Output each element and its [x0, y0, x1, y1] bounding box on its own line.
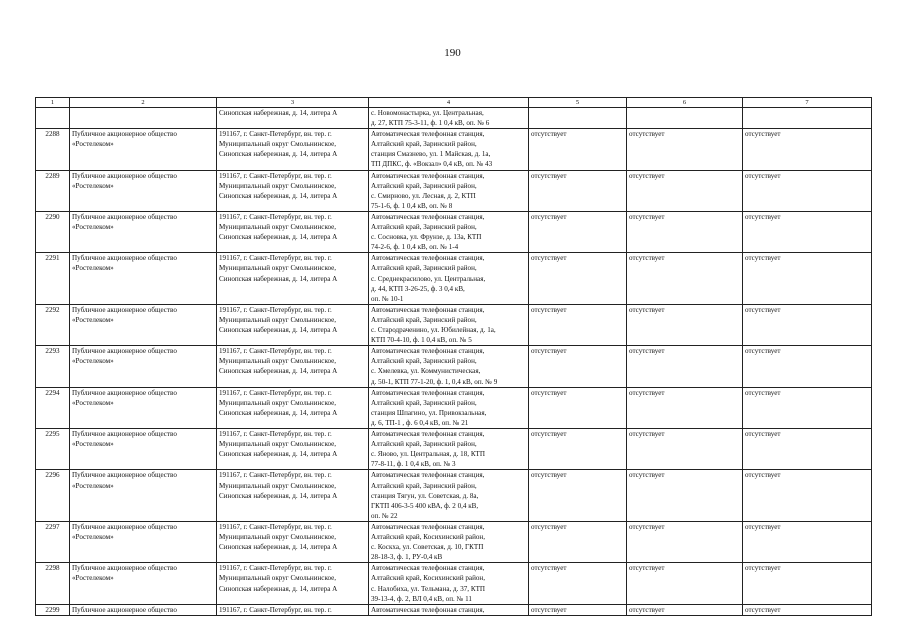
- object-cell-line: Автоматическая телефонная станция,: [371, 347, 485, 356]
- column-header-1: 1: [36, 98, 70, 108]
- table-row: [36, 304, 872, 345]
- address-cell-line: Муниципальный округ Смольнинское,: [219, 533, 337, 542]
- row-number: 2290: [36, 211, 70, 252]
- header-row: [36, 98, 872, 108]
- address-cell-line: 191167, г. Санкт-Петербург, вн. тер. г.: [219, 254, 332, 263]
- object-cell-line: Автоматическая телефонная станция,: [371, 430, 485, 439]
- column-6-cell: отсутствует: [627, 346, 743, 387]
- object-cell-line: с. Коскха, ул. Советская, д. 10, ГКТП: [371, 543, 484, 552]
- column-5-cell: отсутствует: [529, 346, 627, 387]
- organization-cell-line: Публичное акционерное общество: [72, 522, 177, 531]
- address-cell: [217, 253, 369, 305]
- address-cell-line: Муниципальный округ Смольнинское,: [219, 398, 337, 407]
- object-cell: [369, 170, 529, 211]
- object-cell-line: с. Среднекрасилово, ул. Центральная,: [371, 274, 486, 283]
- organization-cell: [70, 521, 217, 562]
- address-cell-line: 191167, г. Санкт-Петербург, вн. тер. г.: [219, 522, 332, 531]
- column-5-cell: отсутствует: [529, 211, 627, 252]
- object-cell-line: Алтайский край, Заринский район,: [371, 315, 477, 324]
- object-cell-line: с. Сосновка, ул. Фрунзе, д. 13а, КТП: [371, 233, 482, 242]
- object-cell: [369, 470, 529, 522]
- row-number: 2288: [36, 129, 70, 170]
- object-cell-line: с. Стародраченино, ул. Юбилейная, д. 1а,: [371, 326, 496, 335]
- object-cell-line: с. Налобиха, ул. Тельмана, д. 37, КТП: [371, 584, 486, 593]
- organization-cell-line: «Ростелеком»: [72, 533, 114, 542]
- organization-cell-line: «Ростелеком»: [72, 140, 114, 149]
- object-cell-line: Автоматическая телефонная станция,: [371, 212, 485, 221]
- address-cell-line: Синопская набережная, д. 14, литера А: [219, 191, 338, 200]
- object-cell-line: Автоматическая телефонная станция,: [371, 522, 485, 531]
- column-6-cell: [627, 108, 743, 129]
- table-row: [36, 211, 872, 252]
- organization-cell-line: «Ростелеком»: [72, 264, 114, 273]
- column-6-cell: отсутствует: [627, 387, 743, 428]
- address-cell-line: Синопская набережная, д. 14, литера А: [219, 109, 338, 117]
- column-7-cell: отсутствует: [743, 470, 872, 522]
- table-row: [36, 170, 872, 211]
- column-7-cell: отсутствует: [743, 387, 872, 428]
- object-cell: [369, 129, 529, 170]
- column-6-cell: отсутствует: [627, 470, 743, 522]
- object-cell-line: д. 44, КТП 3-26-25, ф. 3 0,4 кВ,: [371, 284, 465, 293]
- object-cell-line: 77-8-11, ф. 1 0,4 кВ, оп. № 3: [371, 460, 456, 469]
- object-cell: [369, 211, 529, 252]
- column-5-cell: отсутствует: [529, 470, 627, 522]
- column-7-cell: отсутствует: [743, 521, 872, 562]
- address-cell: [217, 304, 369, 345]
- object-cell-line: станция Тягун, ул. Советская, д. 8а,: [371, 491, 479, 500]
- row-number: 2299: [36, 604, 70, 615]
- organization-cell: [70, 211, 217, 252]
- row-number: 2289: [36, 170, 70, 211]
- organization-cell-line: Публичное акционерное общество: [72, 254, 177, 263]
- address-cell-line: Синопская набережная, д. 14, литера А: [219, 491, 338, 500]
- column-7-cell: отсутствует: [743, 304, 872, 345]
- column-7-cell: отсутствует: [743, 429, 872, 470]
- column-5-cell: отсутствует: [529, 387, 627, 428]
- column-7-cell: отсутствует: [743, 346, 872, 387]
- column-header-3: 3: [217, 98, 369, 108]
- object-cell-line: Автоматическая телефонная станция,: [371, 471, 485, 480]
- object-cell: [369, 346, 529, 387]
- address-cell-line: Муниципальный округ Смольнинское,: [219, 181, 337, 190]
- organization-cell: [70, 170, 217, 211]
- object-cell-line: Алтайский край, Заринский район,: [371, 264, 477, 273]
- organization-cell: [70, 604, 217, 615]
- object-cell-line: Алтайский край, Заринский район,: [371, 140, 477, 149]
- column-6-cell: отсутствует: [627, 304, 743, 345]
- table-row: [36, 470, 872, 522]
- column-6-cell: отсутствует: [627, 129, 743, 170]
- organization-cell-line: Публичное акционерное общество: [72, 605, 177, 614]
- column-6-cell: отсутствует: [627, 211, 743, 252]
- object-cell-line: Алтайский край, Заринский район,: [371, 440, 477, 449]
- organization-cell-line: Публичное акционерное общество: [72, 388, 177, 397]
- table-row: [36, 563, 872, 604]
- address-cell-line: Муниципальный округ Смольнинское,: [219, 357, 337, 366]
- organization-cell: [70, 563, 217, 604]
- register-body: [36, 108, 872, 616]
- address-cell: [217, 170, 369, 211]
- address-cell-line: 191167, г. Санкт-Петербург, вн. тер. г.: [219, 564, 332, 573]
- column-5-cell: отсутствует: [529, 304, 627, 345]
- object-cell-line: д. 6, ТП-1 , ф. 6 0,4 кВ, оп. № 21: [371, 418, 469, 427]
- organization-cell-line: «Ростелеком»: [72, 181, 114, 190]
- organization-cell: [70, 129, 217, 170]
- address-cell-line: 191167, г. Санкт-Петербург, вн. тер. г.: [219, 430, 332, 439]
- page-number: 190: [444, 47, 461, 59]
- column-5-cell: отсутствует: [529, 253, 627, 305]
- object-cell-line: с. Яново, ул. Центральная, д. 18, КТП: [371, 450, 486, 459]
- organization-cell-line: «Ростелеком»: [72, 574, 114, 583]
- column-5-cell: отсутствует: [529, 604, 627, 615]
- row-number: 2295: [36, 429, 70, 470]
- organization-cell-line: Публичное акционерное общество: [72, 130, 177, 139]
- row-number: 2298: [36, 563, 70, 604]
- row-number: 2297: [36, 521, 70, 562]
- address-cell: [217, 429, 369, 470]
- object-cell-line: Алтайский край, Заринский район,: [371, 223, 477, 232]
- object-cell-line: Автоматическая телефонная станция,: [371, 171, 485, 180]
- organization-cell-line: Публичное акционерное общество: [72, 305, 177, 314]
- row-number: 2294: [36, 387, 70, 428]
- object-cell-line: Алтайский край, Заринский район,: [371, 481, 477, 490]
- object-cell: [369, 253, 529, 305]
- address-cell: [217, 604, 369, 615]
- address-cell-line: 191167, г. Санкт-Петербург, вн. тер. г.: [219, 212, 332, 221]
- object-cell-line: КТП 70-4-10, ф. 1 0,4 кВ, оп. № 5: [371, 336, 472, 345]
- object-cell-line: с. Новомонастырка, ул. Центральная,: [371, 109, 484, 117]
- organization-cell-line: Публичное акционерное общество: [72, 171, 177, 180]
- object-cell-line: Алтайский край, Заринский район,: [371, 181, 477, 190]
- column-7-cell: отсутствует: [743, 563, 872, 604]
- object-cell-line: Автоматическая телефонная станция,: [371, 605, 485, 614]
- organization-cell: [70, 429, 217, 470]
- address-cell: [217, 211, 369, 252]
- column-header-2: 2: [70, 98, 217, 108]
- row-number: 2293: [36, 346, 70, 387]
- table-row: [36, 253, 872, 305]
- object-cell-line: д. 50-1, КТП 77-1-20, ф. 1, 0,4 кВ, оп. № 9: [371, 377, 498, 386]
- address-cell-line: Синопская набережная, д. 14, литера А: [219, 326, 338, 335]
- organization-cell-line: Публичное акционерное общество: [72, 430, 177, 439]
- address-cell-line: 191167, г. Санкт-Петербург, вн. тер. г.: [219, 171, 332, 180]
- organization-cell-line: «Ростелеком»: [72, 223, 114, 232]
- row-number: [36, 108, 70, 129]
- object-cell-line: станция Шпагино, ул. Привокзальная,: [371, 408, 487, 417]
- address-cell-line: Муниципальный округ Смольнинское,: [219, 140, 337, 149]
- table-row: [36, 346, 872, 387]
- object-cell-line: 39-13-4, ф. 2, ВЛ 0,4 кВ, оп. № 11: [371, 594, 472, 603]
- table-row: [36, 521, 872, 562]
- object-cell-line: Алтайский край, Заринский район,: [371, 357, 477, 366]
- address-cell-line: Синопская набережная, д. 14, литера А: [219, 233, 338, 242]
- organization-cell: [70, 253, 217, 305]
- column-5-cell: отсутствует: [529, 129, 627, 170]
- column-header-4: 4: [369, 98, 529, 108]
- object-cell: [369, 563, 529, 604]
- object-cell-line: Автоматическая телефонная станция,: [371, 130, 485, 139]
- table-row: [36, 387, 872, 428]
- organization-cell-line: «Ростелеком»: [72, 398, 114, 407]
- address-cell-line: 191167, г. Санкт-Петербург, вн. тер. г.: [219, 388, 332, 397]
- organization-cell-line: «Ростелеком»: [72, 481, 114, 490]
- object-cell-line: 74-2-6, ф. 1 0,4 кВ, оп. № 1-4: [371, 243, 459, 252]
- object-cell: [369, 521, 529, 562]
- column-7-cell: [743, 108, 872, 129]
- object-cell-line: Алтайский край, Косихинский район,: [371, 574, 485, 583]
- address-cell: [217, 346, 369, 387]
- address-cell: [217, 387, 369, 428]
- address-cell-line: 191167, г. Санкт-Петербург, вн. тер. г.: [219, 471, 332, 480]
- organization-cell-line: «Ростелеком»: [72, 440, 114, 449]
- object-cell-line: 75-1-6, ф. 1 0,4 кВ, оп. № 8: [371, 201, 453, 210]
- organization-cell-line: Публичное акционерное общество: [72, 212, 177, 221]
- object-cell-line: оп. № 22: [371, 511, 398, 520]
- column-7-cell: отсутствует: [743, 253, 872, 305]
- address-cell-line: Муниципальный округ Смольнинское,: [219, 440, 337, 449]
- organization-cell: [70, 470, 217, 522]
- object-cell: [369, 108, 529, 129]
- organization-cell-line: Публичное акционерное общество: [72, 564, 177, 573]
- column-6-cell: отсутствует: [627, 253, 743, 305]
- organization-cell-line: «Ростелеком»: [72, 315, 114, 324]
- address-cell: [217, 108, 369, 129]
- row-number: 2291: [36, 253, 70, 305]
- column-7-cell: отсутствует: [743, 170, 872, 211]
- column-header-6: 6: [627, 98, 743, 108]
- address-cell-line: 191167, г. Санкт-Петербург, вн. тер. г.: [219, 305, 332, 314]
- address-cell: [217, 563, 369, 604]
- object-cell-line: Автоматическая телефонная станция,: [371, 305, 485, 314]
- column-6-cell: отсутствует: [627, 604, 743, 615]
- column-5-cell: отсутствует: [529, 563, 627, 604]
- address-cell-line: Муниципальный округ Смольнинское,: [219, 264, 337, 273]
- address-cell-line: Синопская набережная, д. 14, литера А: [219, 150, 338, 159]
- column-7-cell: отсутствует: [743, 604, 872, 615]
- table-row: [36, 108, 872, 129]
- object-cell-line: Алтайский край, Заринский район,: [371, 398, 477, 407]
- column-6-cell: отсутствует: [627, 429, 743, 470]
- column-5-cell: отсутствует: [529, 170, 627, 211]
- object-cell-line: Автоматическая телефонная станция,: [371, 564, 485, 573]
- column-5-cell: [529, 108, 627, 129]
- address-cell: [217, 521, 369, 562]
- object-cell-line: оп. № 10-1: [371, 294, 404, 303]
- address-cell-line: Синопская набережная, д. 14, литера А: [219, 584, 338, 593]
- address-cell-line: Синопская набережная, д. 14, литера А: [219, 274, 338, 283]
- object-cell: [369, 387, 529, 428]
- organization-cell: [70, 346, 217, 387]
- column-5-cell: отсутствует: [529, 521, 627, 562]
- address-cell-line: Синопская набережная, д. 14, литера А: [219, 450, 338, 459]
- object-cell-line: Автоматическая телефонная станция,: [371, 388, 485, 397]
- object-cell-line: Алтайский край, Косихинский район,: [371, 533, 485, 542]
- address-cell-line: Синопская набережная, д. 14, литера А: [219, 543, 338, 552]
- organization-cell-line: Публичное акционерное общество: [72, 347, 177, 356]
- address-cell-line: Синопская набережная, д. 14, литера А: [219, 408, 338, 417]
- object-cell: [369, 429, 529, 470]
- address-cell-line: 191167, г. Санкт-Петербург, вн. тер. г.: [219, 130, 332, 139]
- object-cell: [369, 304, 529, 345]
- table-row: [36, 429, 872, 470]
- address-cell-line: 191167, г. Санкт-Петербург, вн. тер. г.: [219, 605, 332, 614]
- organization-cell: [70, 108, 217, 129]
- object-cell-line: станция Смазнево, ул. 1 Майская, д. 1а,: [371, 150, 491, 159]
- row-number: 2296: [36, 470, 70, 522]
- object-cell-line: 28-18-3, ф. 1, РУ-0,4 кВ: [371, 553, 443, 562]
- column-6-cell: отсутствует: [627, 521, 743, 562]
- column-header-7: 7: [743, 98, 872, 108]
- table-row: [36, 129, 872, 170]
- column-header-5: 5: [529, 98, 627, 108]
- object-cell-line: Автоматическая телефонная станция,: [371, 254, 485, 263]
- address-cell-line: Муниципальный округ Смольнинское,: [219, 574, 337, 583]
- object-cell-line: ТП ДПКС, ф. «Вокзал» 0,4 кВ, оп. № 43: [371, 160, 493, 169]
- column-5-cell: отсутствует: [529, 429, 627, 470]
- column-7-cell: отсутствует: [743, 129, 872, 170]
- object-cell-line: с. Смирново, ул. Лесная, д. 2, КТП: [371, 191, 476, 200]
- object-cell: [369, 604, 529, 615]
- organization-cell-line: «Ростелеком»: [72, 357, 114, 366]
- address-cell: [217, 470, 369, 522]
- table-row: [36, 604, 872, 615]
- address-cell-line: Синопская набережная, д. 14, литера А: [219, 367, 338, 376]
- address-cell-line: Муниципальный округ Смольнинское,: [219, 223, 337, 232]
- column-6-cell: отсутствует: [627, 170, 743, 211]
- row-number: 2292: [36, 304, 70, 345]
- object-cell-line: с. Хмелевка, ул. Коммунистическая,: [371, 367, 481, 376]
- object-cell-line: ГКТП 406-3-5 400 кВА, ф. 2 0,4 кВ,: [371, 501, 479, 510]
- address-cell-line: 191167, г. Санкт-Петербург, вн. тер. г.: [219, 347, 332, 356]
- organization-cell: [70, 387, 217, 428]
- column-6-cell: отсутствует: [627, 563, 743, 604]
- organization-cell-line: Публичное акционерное общество: [72, 471, 177, 480]
- address-cell: [217, 129, 369, 170]
- organization-cell: [70, 304, 217, 345]
- register-table: [35, 97, 872, 616]
- object-cell-line: д. 27, КТП 75-3-11, ф. 1 0,4 кВ, оп. № 6: [371, 119, 490, 128]
- column-7-cell: отсутствует: [743, 211, 872, 252]
- address-cell-line: Муниципальный округ Смольнинское,: [219, 481, 337, 490]
- address-cell-line: Муниципальный округ Смольнинское,: [219, 315, 337, 324]
